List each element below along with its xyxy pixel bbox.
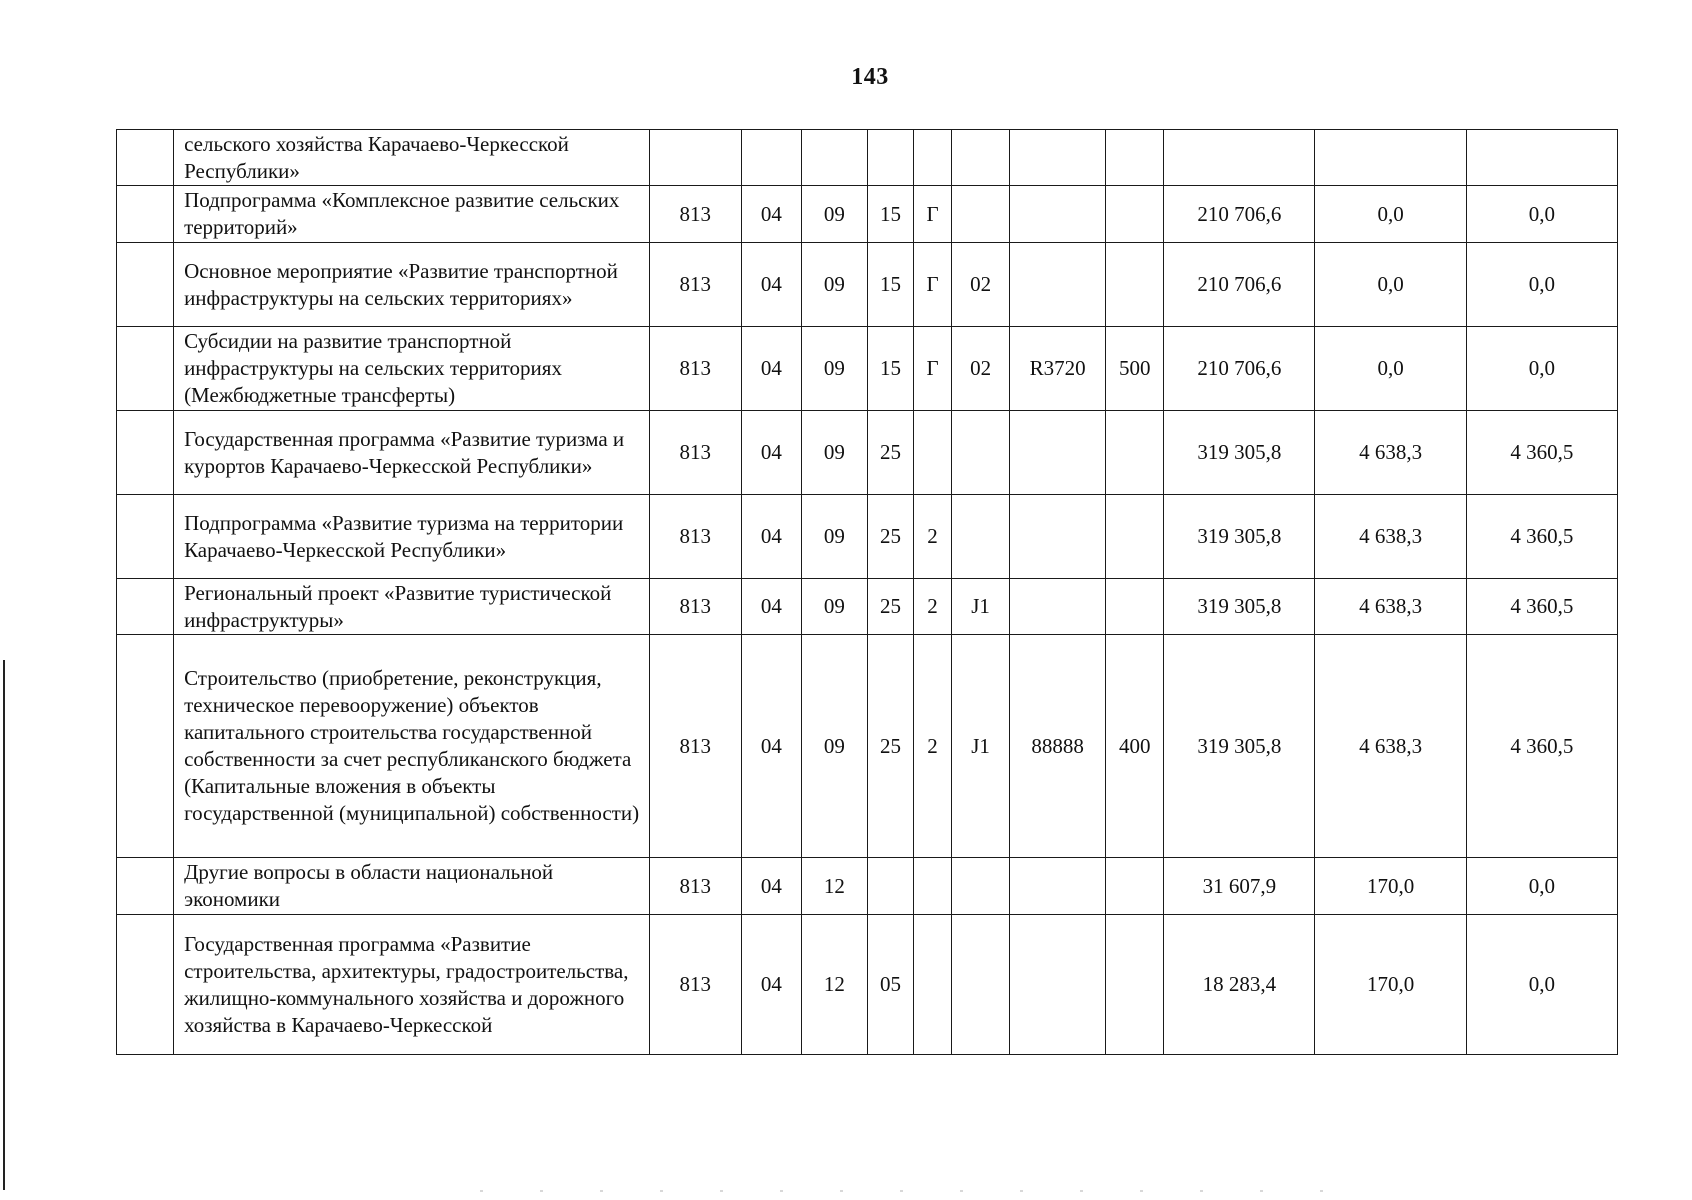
activity-cell [952,858,1010,915]
subprogram-cell: Г [914,243,952,327]
row-index-cell [117,243,174,327]
sum-year-3-cell: 0,0 [1466,858,1617,915]
pr-cell: 09 [801,186,867,243]
row-index-cell [117,327,174,411]
sum-year-2-cell: 170,0 [1315,915,1466,1055]
direction-cell: R3720 [1010,327,1106,411]
row-index-cell [117,411,174,495]
sum-year-1-cell: 319 305,8 [1164,579,1315,635]
ved-cell: 813 [649,186,741,243]
program-cell: 25 [867,411,913,495]
subprogram-cell: Г [914,327,952,411]
row-name: Основное мероприятие «Развитие транспортной инфраструктуры на сельских территориях» [174,243,650,327]
program-cell: 25 [867,579,913,635]
program-cell: 25 [867,635,913,858]
row-name: сельского хозяйства Карачаево-Черкесской Республики» [174,130,650,186]
row-index-cell [117,858,174,915]
pr-cell: 09 [801,411,867,495]
expense-type-cell [1106,130,1164,186]
subprogram-cell [914,915,952,1055]
sum-year-3-cell: 4 360,5 [1466,411,1617,495]
sum-year-3-cell: 0,0 [1466,915,1617,1055]
budget-table [116,129,1618,1055]
pr-cell: 09 [801,579,867,635]
activity-cell: 02 [952,243,1010,327]
sum-year-3-cell: 0,0 [1466,186,1617,243]
rz-cell: 04 [741,243,801,327]
pr-cell: 09 [801,635,867,858]
direction-cell [1010,858,1106,915]
rz-cell: 04 [741,915,801,1055]
row-name: Государственная программа «Развитие строительства, архитектуры, градостроительства, жилищно-коммунального хозяйства и дорожного хозяйства в Карачаево-Черкесской [174,915,650,1055]
sum-year-1-cell: 31 607,9 [1164,858,1315,915]
row-name: Подпрограмма «Развитие туризма на территории Карачаево-Черкесской Республики» [174,495,650,579]
row-index-cell [117,915,174,1055]
activity-cell [952,411,1010,495]
ved-cell: 813 [649,858,741,915]
sum-year-2-cell: 4 638,3 [1315,635,1466,858]
sum-year-3-cell: 0,0 [1466,327,1617,411]
table-row [117,243,1618,327]
sum-year-1-cell: 319 305,8 [1164,495,1315,579]
pr-cell: 12 [801,858,867,915]
sum-year-1-cell: 210 706,6 [1164,243,1315,327]
rz-cell: 04 [741,411,801,495]
scan-edge-line [3,660,5,1190]
sum-year-1-cell: 319 305,8 [1164,635,1315,858]
rz-cell: 04 [741,495,801,579]
expense-type-cell [1106,495,1164,579]
expense-type-cell [1106,858,1164,915]
pr-cell: 09 [801,243,867,327]
sum-year-3-cell: 4 360,5 [1466,635,1617,858]
program-cell: 15 [867,186,913,243]
program-cell: 15 [867,243,913,327]
ved-cell: 813 [649,579,741,635]
sum-year-2-cell: 0,0 [1315,186,1466,243]
table-row [117,858,1618,915]
table-row [117,915,1618,1055]
ved-cell [649,130,741,186]
ved-cell: 813 [649,327,741,411]
direction-cell [1010,186,1106,243]
table-row [117,327,1618,411]
ved-cell: 813 [649,495,741,579]
direction-cell [1010,130,1106,186]
expense-type-cell [1106,579,1164,635]
sum-year-1-cell: 319 305,8 [1164,411,1315,495]
subprogram-cell: 2 [914,579,952,635]
expense-type-cell [1106,411,1164,495]
ved-cell: 813 [649,243,741,327]
row-index-cell [117,579,174,635]
sum-year-2-cell: 0,0 [1315,327,1466,411]
rz-cell [741,130,801,186]
subprogram-cell: Г [914,186,952,243]
direction-cell [1010,411,1106,495]
page-number: 143 [851,64,889,90]
row-name: Другие вопросы в области национальной экономики [174,858,650,915]
program-cell: 05 [867,915,913,1055]
pr-cell: 09 [801,327,867,411]
rz-cell: 04 [741,858,801,915]
activity-cell [952,915,1010,1055]
activity-cell: 02 [952,327,1010,411]
activity-cell: J1 [952,635,1010,858]
subprogram-cell: 2 [914,635,952,858]
rz-cell: 04 [741,579,801,635]
row-name: Государственная программа «Развитие туризма и курортов Карачаево-Черкесской Республики» [174,411,650,495]
direction-cell [1010,243,1106,327]
program-cell: 15 [867,327,913,411]
ved-cell: 813 [649,635,741,858]
pr-cell: 09 [801,495,867,579]
row-index-cell [117,186,174,243]
sum-year-1-cell [1164,130,1315,186]
row-index-cell [117,130,174,186]
direction-cell [1010,495,1106,579]
row-name: Строительство (приобретение, реконструкция, техническое перевооружение) объектов капитального строительства государственной собственности за счет республиканского бюджета (Капитальные вложения в объекты государственной (муниципальной) собственности) [174,635,650,858]
sum-year-3-cell: 0,0 [1466,243,1617,327]
direction-cell [1010,579,1106,635]
sum-year-2-cell: 0,0 [1315,243,1466,327]
direction-cell: 88888 [1010,635,1106,858]
expense-type-cell [1106,915,1164,1055]
expense-type-cell [1106,243,1164,327]
activity-cell [952,186,1010,243]
direction-cell [1010,915,1106,1055]
expense-type-cell: 400 [1106,635,1164,858]
table-body [117,130,1618,1055]
pr-cell [801,130,867,186]
table-row [117,579,1618,635]
activity-cell [952,130,1010,186]
program-cell [867,130,913,186]
activity-cell: J1 [952,579,1010,635]
rz-cell: 04 [741,327,801,411]
subprogram-cell [914,858,952,915]
expense-type-cell: 500 [1106,327,1164,411]
table-row [117,495,1618,579]
pr-cell: 12 [801,915,867,1055]
sum-year-1-cell: 210 706,6 [1164,327,1315,411]
sum-year-2-cell: 4 638,3 [1315,411,1466,495]
sum-year-2-cell: 4 638,3 [1315,495,1466,579]
sum-year-3-cell [1466,130,1617,186]
table-row [117,130,1618,186]
sum-year-3-cell: 4 360,5 [1466,495,1617,579]
sum-year-1-cell: 18 283,4 [1164,915,1315,1055]
sum-year-2-cell: 170,0 [1315,858,1466,915]
program-cell: 25 [867,495,913,579]
rz-cell: 04 [741,186,801,243]
ved-cell: 813 [649,915,741,1055]
sum-year-2-cell: 4 638,3 [1315,579,1466,635]
row-name: Субсидии на развитие транспортной инфраструктуры на сельских территориях (Межбюджетные трансферты) [174,327,650,411]
ved-cell: 813 [649,411,741,495]
row-index-cell [117,635,174,858]
scan-noise [480,1190,1380,1192]
program-cell [867,858,913,915]
sum-year-1-cell: 210 706,6 [1164,186,1315,243]
activity-cell [952,495,1010,579]
table-row [117,635,1618,858]
row-name: Региональный проект «Развитие туристической инфраструктуры» [174,579,650,635]
rz-cell: 04 [741,635,801,858]
expense-type-cell [1106,186,1164,243]
table-row [117,411,1618,495]
table-row [117,186,1618,243]
row-name: Подпрограмма «Комплексное развитие сельских территорий» [174,186,650,243]
subprogram-cell [914,411,952,495]
sum-year-2-cell [1315,130,1466,186]
subprogram-cell [914,130,952,186]
row-index-cell [117,495,174,579]
subprogram-cell: 2 [914,495,952,579]
sum-year-3-cell: 4 360,5 [1466,579,1617,635]
